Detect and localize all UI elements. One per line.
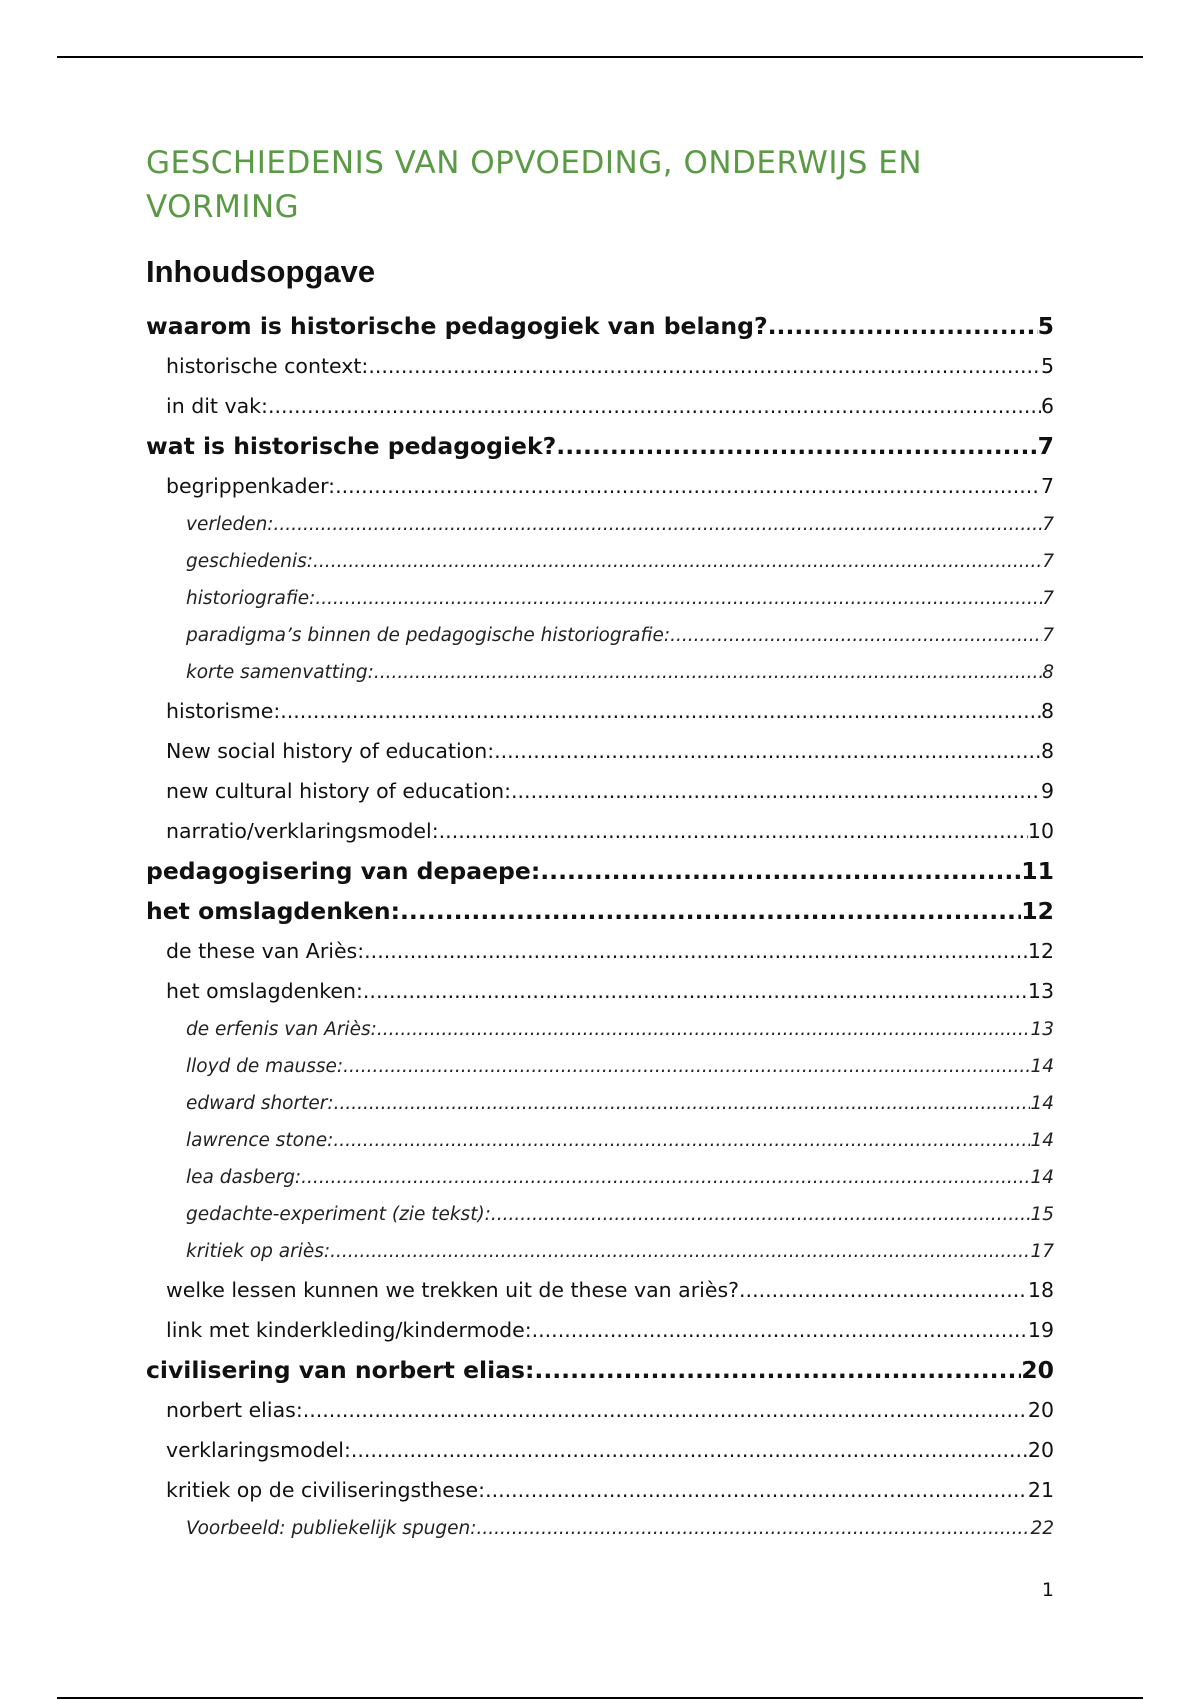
- toc-dot-leader: [351, 1430, 1028, 1470]
- toc-entry-label: link met kinderkleding/kindermode:: [166, 1318, 532, 1342]
- toc-entry-page: 7: [1040, 474, 1054, 498]
- toc-entry-page: 13: [1030, 1019, 1054, 1040]
- toc-entry-label: het omslagdenken:: [166, 979, 363, 1003]
- toc-entry-level-3[interactable]: [146, 1122, 1054, 1159]
- toc-entry-page: 12: [1027, 939, 1054, 963]
- toc-entry-level-2[interactable]: [146, 811, 1054, 851]
- toc-entry-page: 7: [1042, 551, 1054, 572]
- toc-entry-page: 14: [1030, 1130, 1054, 1151]
- toc-entry-page: 19: [1027, 1318, 1054, 1342]
- toc-entry-label: lea dasberg:: [186, 1167, 302, 1188]
- toc-entry-level-2[interactable]: [146, 691, 1054, 731]
- toc-entry-label: begrippenkader:: [166, 474, 336, 498]
- toc-entry-level-2[interactable]: [146, 1270, 1054, 1310]
- toc-entry-level-1[interactable]: [146, 1350, 1054, 1390]
- toc-dot-leader: [532, 1310, 1028, 1350]
- toc-entry-label: de these van Ariès:: [166, 939, 365, 963]
- toc-entry-label: geschiedenis:: [186, 551, 314, 572]
- toc-entry-page: 12: [1021, 897, 1054, 925]
- toc-entry-level-3[interactable]: [146, 617, 1054, 654]
- toc-entry-level-2[interactable]: [146, 1310, 1054, 1350]
- toc-entry-level-2[interactable]: [146, 971, 1054, 1011]
- toc-entry-label: Voorbeeld: publiekelijk spugen:: [186, 1518, 477, 1539]
- toc-entry-page: 7: [1042, 588, 1054, 609]
- toc-entry-label: pedagogisering van depaepe:: [146, 857, 541, 885]
- toc-dot-leader: [268, 386, 1041, 426]
- toc-entry-page: 18: [1027, 1278, 1054, 1302]
- toc-entry-level-3[interactable]: [146, 506, 1054, 543]
- toc-entry-page: 20: [1027, 1438, 1054, 1462]
- toc-entry-label: kritiek op ariès:: [186, 1241, 331, 1262]
- toc-dot-leader: [303, 1390, 1028, 1430]
- toc-entry-level-1[interactable]: [146, 306, 1054, 346]
- toc-entry-level-3[interactable]: [146, 1048, 1054, 1085]
- toc-entry-label: de erfenis van Ariès:: [186, 1019, 377, 1040]
- toc-dot-leader: [301, 1159, 1030, 1196]
- toc-entry-label: lloyd de mausse:: [186, 1056, 344, 1077]
- toc-entry-page: 7: [1037, 432, 1054, 460]
- toc-entry-level-1[interactable]: [146, 851, 1054, 891]
- toc-entry-page: 20: [1027, 1398, 1054, 1422]
- toc-entry-level-3[interactable]: [146, 580, 1054, 617]
- toc-entry-label: korte samenvatting:: [186, 662, 374, 683]
- toc-entry-label: new cultural history of education:: [166, 779, 512, 803]
- toc-entry-label: gedachte-experiment (zie tekst):: [186, 1204, 491, 1225]
- toc-entry-level-3[interactable]: [146, 543, 1054, 580]
- toc-entry-level-2[interactable]: [146, 931, 1054, 971]
- toc-entry-page: 8: [1040, 699, 1054, 723]
- toc-entry-page: 15: [1030, 1204, 1054, 1225]
- toc-dot-leader: [491, 1196, 1031, 1233]
- header-rule: [57, 56, 1143, 58]
- toc-entry-page: 13: [1027, 979, 1054, 1003]
- toc-entry-page: 17: [1030, 1241, 1054, 1262]
- toc-dot-leader: [400, 891, 1021, 931]
- toc-entry-level-3[interactable]: [146, 1011, 1054, 1048]
- toc-entry-level-1[interactable]: [146, 891, 1054, 931]
- toc-entry-page: 6: [1040, 394, 1054, 418]
- toc-entry-label: welke lessen kunnen we trekken uit de these van ariès?: [166, 1278, 740, 1302]
- toc-entry-page: 14: [1030, 1093, 1054, 1114]
- toc-entry-label: lawrence stone:: [186, 1130, 334, 1151]
- toc-dot-leader: [377, 1011, 1031, 1048]
- toc-entry-label: civilisering van norbert elias:: [146, 1356, 535, 1384]
- toc-dot-leader: [333, 1122, 1030, 1159]
- toc-dot-leader: [670, 617, 1042, 654]
- toc-entry-page: 10: [1027, 819, 1054, 843]
- toc-entry-label: historische context:: [166, 354, 369, 378]
- toc-entry-label: wat is historische pedagogiek?: [146, 432, 557, 460]
- toc-dot-leader: [330, 1233, 1030, 1270]
- toc-dot-leader: [739, 1270, 1028, 1310]
- table-of-contents: [146, 306, 1054, 1547]
- toc-dot-leader: [315, 580, 1042, 617]
- toc-entry-level-2[interactable]: [146, 1430, 1054, 1470]
- toc-dot-leader: [274, 506, 1043, 543]
- toc-dot-leader: [363, 971, 1028, 1011]
- toc-entry-level-2[interactable]: [146, 386, 1054, 426]
- toc-entry-level-3[interactable]: [146, 1196, 1054, 1233]
- toc-entry-level-3[interactable]: [146, 1085, 1054, 1122]
- toc-entry-label: waarom is historische pedagogiek van belang?: [146, 312, 768, 340]
- toc-dot-leader: [368, 346, 1041, 386]
- toc-dot-leader: [540, 851, 1021, 891]
- document-title: GESCHIEDENIS VAN OPVOEDING, ONDERWIJS EN VORMING: [146, 145, 923, 225]
- toc-dot-leader: [511, 771, 1041, 811]
- toc-entry-level-2[interactable]: [146, 346, 1054, 386]
- toc-dot-leader: [335, 466, 1041, 506]
- toc-dot-leader: [768, 306, 1038, 346]
- toc-entry-label: edward shorter:: [186, 1093, 334, 1114]
- toc-dot-leader: [477, 1510, 1031, 1547]
- toc-entry-level-2[interactable]: [146, 1390, 1054, 1430]
- footer-rule: [57, 1697, 1143, 1699]
- toc-entry-page: 14: [1030, 1167, 1054, 1188]
- toc-entry-label: New social history of education:: [166, 739, 495, 763]
- toc-entry-level-2[interactable]: [146, 1470, 1054, 1510]
- toc-entry-label: kritiek op de civiliseringsthese:: [166, 1478, 486, 1502]
- toc-dot-leader: [343, 1048, 1030, 1085]
- toc-entry-page: 22: [1030, 1518, 1054, 1539]
- toc-entry-page: 20: [1021, 1356, 1054, 1384]
- toc-entry-level-2[interactable]: [146, 731, 1054, 771]
- toc-dot-leader: [494, 731, 1041, 771]
- toc-entry-level-2[interactable]: [146, 466, 1054, 506]
- toc-dot-leader: [313, 543, 1042, 580]
- toc-entry-label: verleden:: [186, 514, 274, 535]
- toc-entry-page: 11: [1021, 857, 1054, 885]
- toc-heading: Inhoudsopgave: [146, 254, 376, 289]
- toc-dot-leader: [280, 691, 1041, 731]
- toc-dot-leader: [485, 1470, 1028, 1510]
- toc-entry-level-3[interactable]: [146, 1159, 1054, 1196]
- toc-entry-page: 21: [1027, 1478, 1054, 1502]
- toc-dot-leader: [374, 654, 1042, 691]
- toc-entry-label: in dit vak:: [166, 394, 268, 418]
- toc-entry-label: het omslagdenken:: [146, 897, 400, 925]
- toc-dot-leader: [364, 931, 1028, 971]
- toc-entry-label: historisme:: [166, 699, 281, 723]
- toc-entry-page: 8: [1040, 739, 1054, 763]
- toc-entry-label: norbert elias:: [166, 1398, 303, 1422]
- toc-entry-label: verklaringsmodel:: [166, 1438, 351, 1462]
- toc-entry-level-1[interactable]: [146, 426, 1054, 466]
- toc-entry-level-3[interactable]: [146, 1233, 1054, 1270]
- toc-entry-page: 7: [1042, 514, 1054, 535]
- toc-entry-label: historiografie:: [186, 588, 316, 609]
- toc-dot-leader: [556, 426, 1037, 466]
- toc-entry-label: paradigma’s binnen de pedagogische historiografie:: [186, 625, 671, 646]
- toc-entry-page: 9: [1040, 779, 1054, 803]
- toc-entry-page: 7: [1042, 625, 1054, 646]
- toc-entry-page: 14: [1030, 1056, 1054, 1077]
- toc-entry-label: narratio/verklaringsmodel:: [166, 819, 439, 843]
- toc-dot-leader: [534, 1350, 1021, 1390]
- toc-dot-leader: [439, 811, 1028, 851]
- toc-entry-level-3[interactable]: [146, 654, 1054, 691]
- toc-entry-page: 8: [1042, 662, 1054, 683]
- toc-entry-level-3[interactable]: [146, 1510, 1054, 1547]
- page-number: 1: [1041, 1579, 1054, 1601]
- toc-dot-leader: [334, 1085, 1031, 1122]
- toc-entry-page: 5: [1040, 354, 1054, 378]
- toc-entry-page: 5: [1037, 312, 1054, 340]
- toc-entry-level-2[interactable]: [146, 771, 1054, 811]
